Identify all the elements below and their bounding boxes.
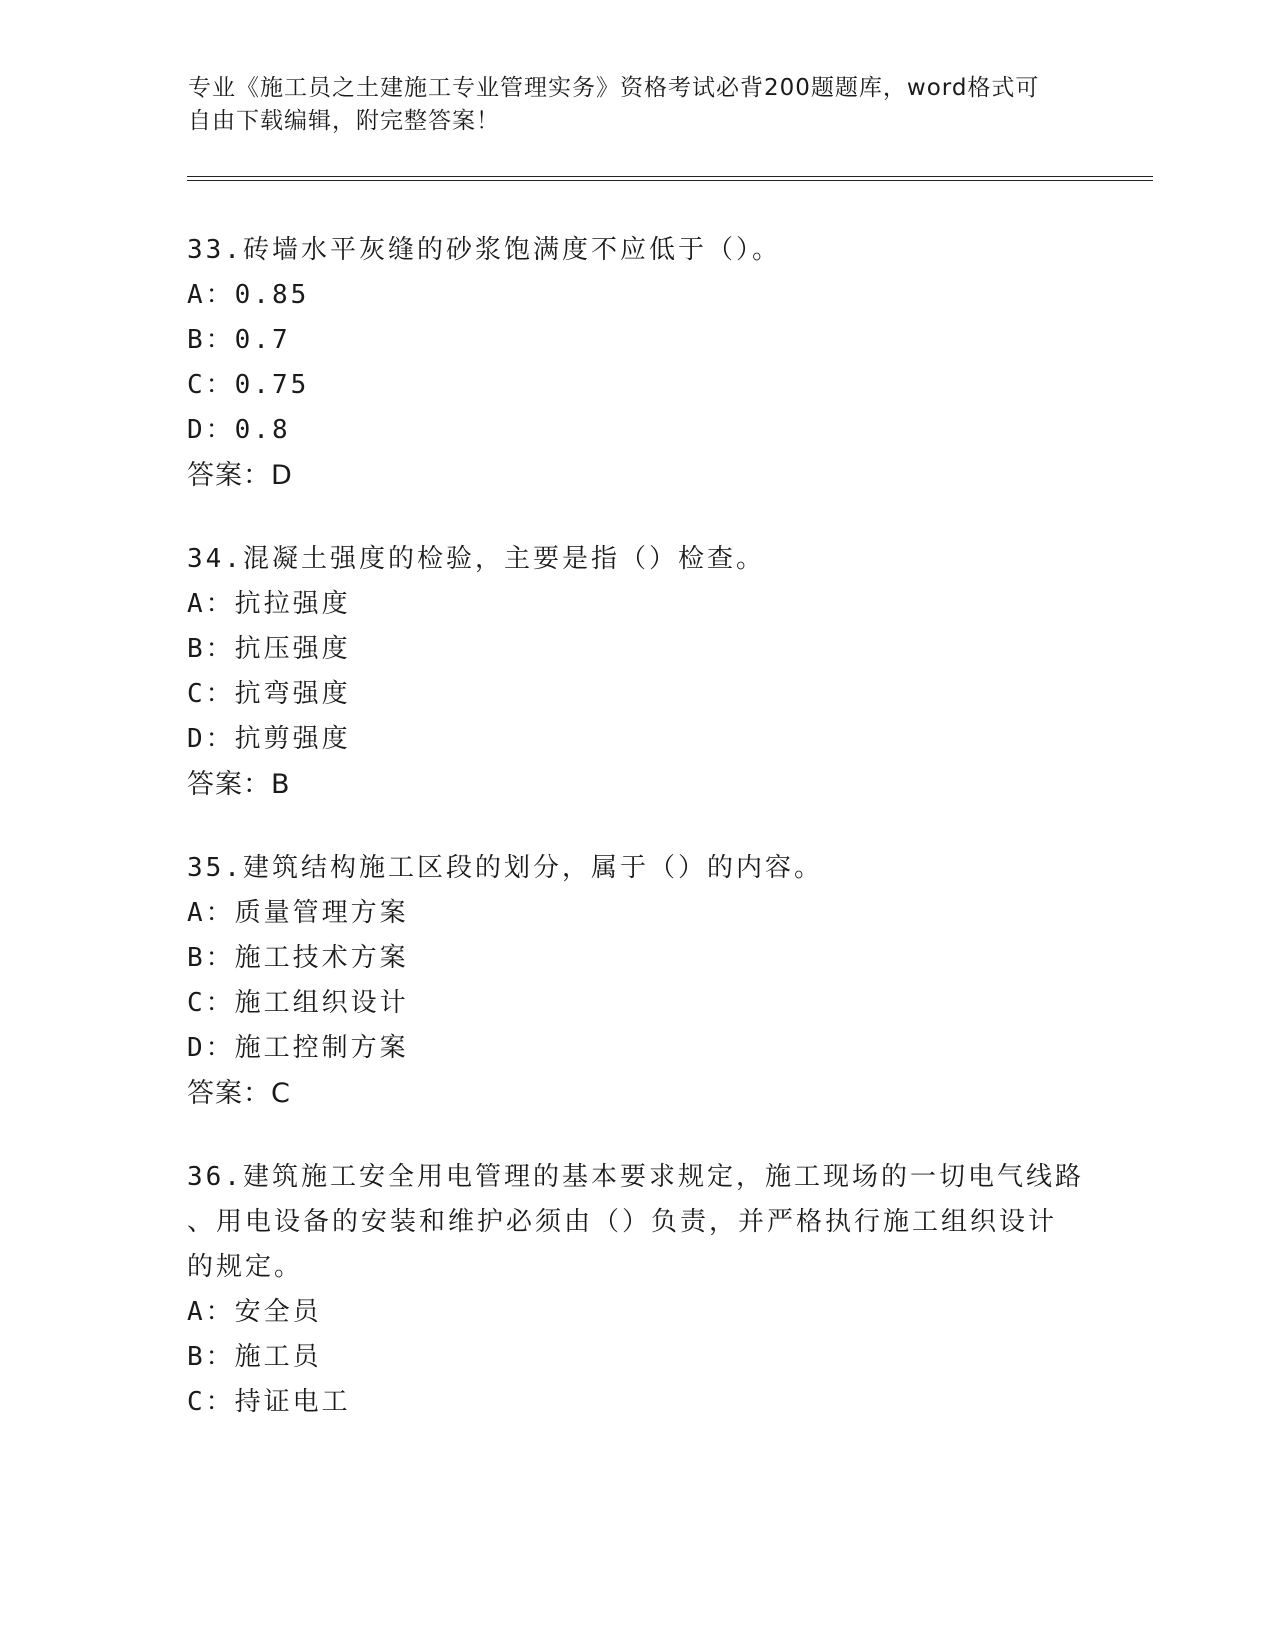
- option-d: D：施工控制方案: [187, 1033, 409, 1063]
- document-header: [188, 72, 1088, 138]
- option-b: B：抗压强度: [187, 634, 351, 664]
- question-33: [187, 228, 1087, 498]
- option-a: A：抗拉强度: [187, 589, 351, 619]
- question-stem: 34.混凝土强度的检验，主要是指（）检查。: [187, 544, 765, 574]
- option-b: B：施工员: [187, 1342, 322, 1372]
- header-line-2: 自由下载编辑，附完整答案！: [188, 108, 500, 134]
- header-line-1: 专业《施工员之土建施工专业管理实务》资格考试必背200题题库，word格式可: [188, 75, 1040, 101]
- question-36: [187, 1155, 1087, 1425]
- answer: 答案：D: [187, 460, 293, 491]
- option-c: C：持证电工: [187, 1387, 351, 1417]
- question-35: [187, 846, 1087, 1116]
- question-34: [187, 537, 1087, 807]
- question-stem-line-3: 的规定。: [187, 1252, 304, 1282]
- option-a: A：质量管理方案: [187, 898, 409, 928]
- question-stem: 35.建筑结构施工区段的划分，属于（）的内容。: [187, 853, 823, 883]
- answer: 答案：B: [187, 769, 291, 800]
- option-b: B：施工技术方案: [187, 943, 409, 973]
- question-stem-line-1: 36.建筑施工安全用电管理的基本要求规定，施工现场的一切电气线路: [187, 1162, 1084, 1192]
- option-c: C：施工组织设计: [187, 988, 409, 1018]
- option-d: D：抗剪强度: [187, 724, 351, 754]
- option-c: C：0.75: [187, 370, 310, 400]
- option-a: A：安全员: [187, 1297, 322, 1327]
- question-stem-line-2: 、用电设备的安装和维护必须由（）负责，并严格执行施工组织设计: [187, 1207, 1058, 1237]
- question-stem: 33.砖墙水平灰缝的砂浆饱满度不应低于（）。: [187, 235, 781, 265]
- header-divider: [187, 176, 1153, 181]
- option-b: B：0.7: [187, 325, 291, 355]
- option-c: C：抗弯强度: [187, 679, 351, 709]
- option-d: D：0.8: [187, 415, 291, 445]
- option-a: A：0.85: [187, 280, 310, 310]
- answer: 答案：C: [187, 1078, 291, 1109]
